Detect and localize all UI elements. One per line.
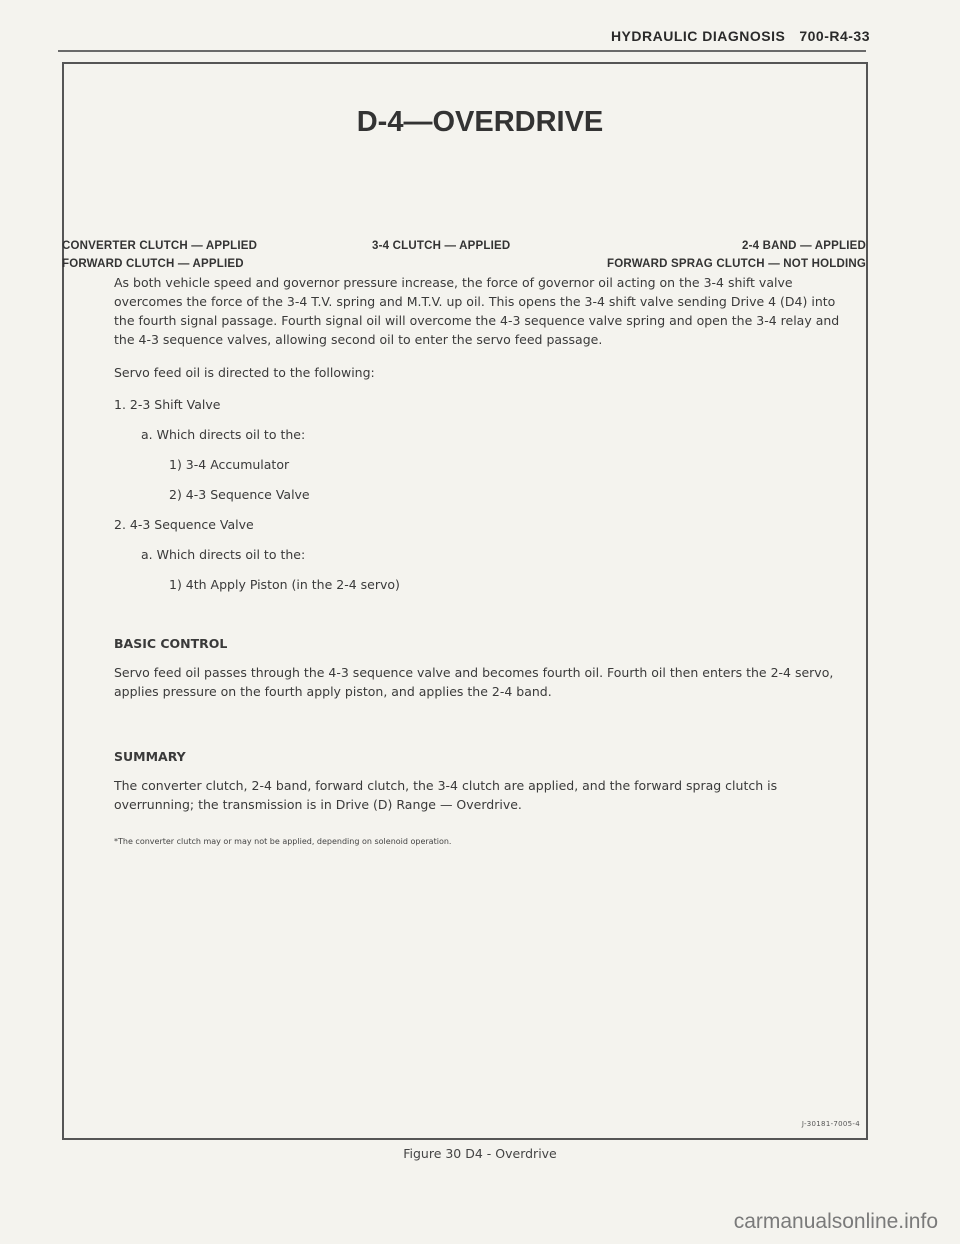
status-2-4-band: 2-4 BAND — APPLIED — [742, 240, 866, 252]
status-converter-clutch: CONVERTER CLUTCH — APPLIED — [62, 240, 258, 252]
page-header — [611, 28, 870, 44]
footnote: *The converter clutch may or may not be applied, depending on solenoid operation. — [114, 837, 452, 846]
paragraph-governor: As both vehicle speed and governor pressure increase, the force of governor oil acting on the 3-4 shift valve overcomes the force of the 3-4 T.V. spring and M.T.V. up oil. This opens the 3-4 shift valve sending Drive 4 (D4) into the fourth signal passage. Fourth signal oil will overcome the 4-3 sequence valve spring and open the 3-4 relay and the 4-3 sequence valves, allowing second oil to enter the servo feed passage. — [114, 275, 840, 347]
list-item: 1) 4th Apply Piston (in the 2-4 servo) — [169, 577, 400, 592]
servo-feed-intro: Servo feed oil is directed to the following: — [114, 365, 375, 380]
figure-caption: Figure 30 D4 - Overdrive — [403, 1146, 557, 1161]
basic-control-heading: BASIC CONTROL — [114, 636, 228, 651]
list-item: 1) 3-4 Accumulator — [169, 457, 290, 472]
list-item: a. Which directs oil to the: — [141, 547, 306, 562]
list-item: 2) 4-3 Sequence Valve — [169, 487, 310, 502]
page-title: D-4—OVERDRIVE — [356, 106, 604, 138]
section-title: HYDRAULIC DIAGNOSIS — [610, 28, 786, 44]
body-text — [114, 273, 844, 851]
header-rule — [58, 50, 866, 52]
watermark: carmanualsonline.info — [733, 1210, 938, 1233]
status-forward-clutch: FORWARD CLUTCH — APPLIED — [62, 258, 244, 270]
page-number: 700-R4-33 — [799, 28, 870, 44]
status-3-4-clutch: 3-4 CLUTCH — APPLIED — [372, 240, 511, 252]
figure-code: J-30181-7005-4 — [801, 1120, 860, 1128]
basic-control-text: Servo feed oil passes through the 4-3 sequence valve and becomes fourth oil. Fourth oil then enters the 2-4 servo, applies pressure on the fourth apply piston, and applies the 2-4 band. — [114, 665, 834, 699]
summary-heading: SUMMARY — [114, 749, 186, 764]
summary-text: The converter clutch, 2-4 band, forward clutch, the 3-4 clutch are applied, and the forward sprag clutch is overrunning; the transmission is in Drive (D) Range — Overdrive. — [114, 778, 778, 812]
list-item: a. Which directs oil to the: — [141, 427, 306, 442]
status-forward-sprag-clutch: FORWARD SPRAG CLUTCH — NOT HOLDING — [607, 258, 866, 270]
servo-feed-list — [114, 390, 844, 600]
list-item: 1. 2-3 Shift Valve — [114, 397, 221, 412]
list-item: 2. 4-3 Sequence Valve — [114, 517, 254, 532]
